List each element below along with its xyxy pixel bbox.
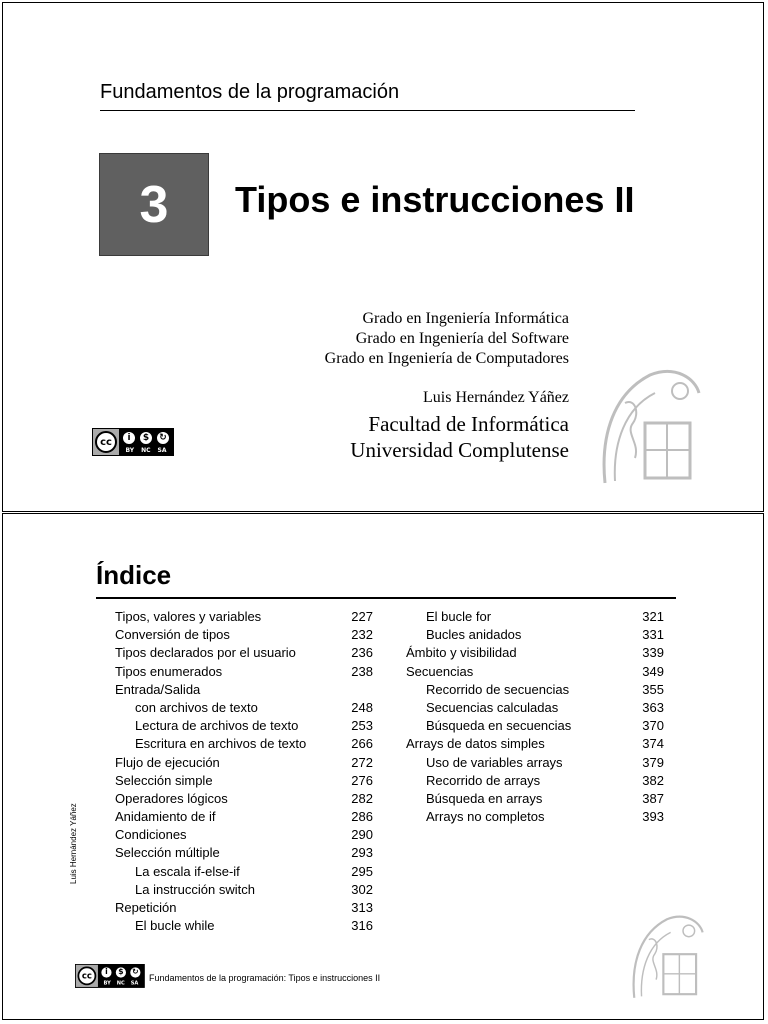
toc-entry — [115, 773, 373, 791]
chapter-number: 3 — [99, 153, 209, 256]
toc-entry — [115, 900, 373, 918]
toc-entry-page: 290 — [351, 827, 373, 843]
toc-entry-label: con archivos de texto — [135, 699, 258, 715]
toc-column-left — [115, 609, 373, 936]
toc-entry-page: 339 — [642, 645, 664, 661]
toc-entry — [406, 718, 664, 736]
toc-entry-label: Entrada/Salida — [115, 681, 201, 697]
license-term: NC — [141, 447, 151, 454]
toc-entry — [406, 736, 664, 754]
toc-entry-label: Búsqueda en arrays — [426, 790, 543, 806]
toc-entry — [406, 773, 664, 791]
toc-entry-page: 370 — [642, 718, 664, 734]
attribution-icon: i — [100, 966, 114, 980]
toc-entry — [406, 791, 664, 809]
toc-entry-page: 363 — [642, 699, 664, 715]
toc-entry-label: Arrays de datos simples — [406, 736, 545, 752]
degree-item: Grado en Ingeniería del Software — [355, 330, 569, 347]
index-slide — [2, 513, 764, 1020]
toc-entry-label: Escritura en archivos de texto — [135, 736, 307, 752]
footer-text: Fundamentos de la programación: Tipos e instrucciones II — [149, 973, 381, 983]
toc-entry-label: La escala if-else-if — [135, 863, 240, 879]
toc-entry-page: 266 — [351, 736, 373, 752]
toc-entry-label: Tipos, valores y variables — [115, 609, 262, 624]
university-seal-icon — [595, 363, 705, 488]
toc-entry — [406, 609, 664, 627]
toc-entry-page: 236 — [351, 645, 373, 661]
toc-entry-label: Búsqueda en secuencias — [426, 718, 572, 734]
toc-entry-page: 272 — [351, 754, 373, 770]
license-term: NC — [116, 980, 125, 987]
toc-entry — [115, 609, 373, 627]
toc-entry — [115, 882, 373, 900]
toc-entry-page: 355 — [642, 681, 664, 697]
toc-entry — [406, 664, 664, 682]
toc-entry — [115, 827, 373, 845]
course-name: Fundamentos de la programación — [100, 81, 400, 103]
index-heading: Índice — [96, 560, 172, 590]
toc-entry-label: Recorrido de arrays — [426, 772, 541, 788]
toc-entry — [406, 645, 664, 663]
toc-entry-label: Secuencias — [406, 663, 474, 679]
toc-entry — [406, 755, 664, 773]
toc-entry-page: 331 — [642, 627, 664, 643]
cc-logo-icon: cc — [78, 967, 97, 986]
toc-entry-label: Condiciones — [115, 827, 187, 843]
toc-entry-page: 238 — [351, 663, 373, 679]
university-name: Universidad Complutense — [350, 438, 569, 462]
toc-entry-page: 286 — [351, 809, 373, 825]
license-term: SA — [130, 980, 139, 987]
toc-entry-label: La instrucción switch — [135, 881, 255, 897]
toc-entry-label: Secuencias calculadas — [426, 699, 559, 715]
toc-entry-label: Arrays no completos — [426, 809, 545, 825]
toc-entry — [115, 809, 373, 827]
toc-entry-page: 374 — [642, 736, 664, 752]
toc-entry-page: 313 — [351, 900, 373, 915]
toc-entry-label: Recorrido de secuencias — [426, 681, 570, 697]
degree-list — [325, 309, 569, 369]
toc-entry-label: Flujo de ejecución — [115, 754, 220, 770]
side-author: Luis Hernández Yáñez — [69, 803, 78, 884]
toc-entry-page: 253 — [351, 718, 373, 734]
toc-entry-label: Selección simple — [115, 772, 213, 788]
toc-entry — [406, 809, 664, 827]
cc-license-badge — [92, 428, 174, 456]
toc-entry-page: 232 — [351, 627, 373, 643]
toc-entry-page: 382 — [642, 772, 664, 788]
noncommercial-icon: $ — [138, 430, 154, 446]
toc-entry-page: 282 — [351, 790, 373, 806]
slide-title: Tipos e instrucciones II — [235, 179, 635, 220]
toc-entry — [115, 918, 373, 936]
license-term: SA — [157, 447, 167, 454]
toc-entry-page: 276 — [351, 772, 373, 788]
institution — [350, 411, 569, 463]
index-rule — [96, 597, 676, 599]
toc-entry-label: Conversión de tipos — [115, 627, 230, 643]
toc-entry — [406, 627, 664, 645]
toc-entry-page: 321 — [642, 609, 664, 624]
noncommercial-icon: $ — [114, 966, 128, 980]
toc-entry-label: Tipos enumerados — [115, 663, 223, 679]
cc-license-badge-footer — [75, 964, 145, 988]
toc-entry-label: Lectura de archivos de texto — [135, 718, 299, 734]
toc-entry — [115, 682, 373, 700]
license-term: BY — [125, 447, 135, 454]
toc-entry-label: Selección múltiple — [115, 845, 220, 861]
university-seal-icon — [627, 910, 707, 1002]
toc-entry-page: 349 — [642, 663, 664, 679]
toc-entry-page: 302 — [351, 881, 373, 897]
toc-entry-page: 248 — [351, 699, 373, 715]
toc-entry — [115, 700, 373, 718]
toc-entry-page: 316 — [351, 918, 373, 934]
toc-entry-label: El bucle for — [426, 609, 492, 624]
sharealike-icon: ↻ — [129, 966, 143, 980]
toc-entry-label: El bucle while — [135, 918, 215, 934]
degree-item: Grado en Ingeniería de Computadores — [324, 350, 569, 367]
faculty-name: Facultad de Informática — [368, 412, 569, 436]
toc-entry-page: 293 — [351, 845, 373, 861]
toc-entry-page: 393 — [642, 809, 664, 825]
toc-entry — [115, 791, 373, 809]
toc-entry — [115, 736, 373, 754]
author-name: Luis Hernández Yáñez — [423, 389, 569, 406]
toc-entry — [115, 755, 373, 773]
course-rule — [100, 110, 635, 111]
toc-entry — [115, 864, 373, 882]
license-term: BY — [103, 980, 111, 987]
title-slide — [2, 2, 764, 512]
sharealike-icon: ↻ — [155, 430, 171, 446]
toc-entry-label: Anidamiento de if — [115, 809, 216, 825]
toc-column-right — [406, 609, 664, 827]
toc-entry — [115, 627, 373, 645]
toc-entry — [115, 645, 373, 663]
toc-entry-label: Ámbito y visibilidad — [406, 645, 517, 661]
toc-entry — [406, 682, 664, 700]
attribution-icon: i — [121, 430, 137, 446]
toc-entry-page: 379 — [642, 754, 664, 770]
toc-entry-label: Operadores lógicos — [115, 790, 228, 806]
toc-entry-page: 387 — [642, 790, 664, 806]
toc-entry — [115, 845, 373, 863]
toc-entry-label: Bucles anidados — [426, 627, 522, 643]
toc-entry — [115, 664, 373, 682]
toc-entry-label: Tipos declarados por el usuario — [115, 645, 296, 661]
toc-entry — [406, 700, 664, 718]
cc-logo-icon: cc — [95, 431, 117, 453]
degree-item: Grado en Ingeniería Informática — [362, 310, 569, 327]
toc-entry-label: Uso de variables arrays — [426, 754, 563, 770]
toc-entry — [115, 718, 373, 736]
toc-entry-label: Repetición — [115, 900, 177, 915]
toc-entry-page: 295 — [351, 863, 373, 879]
toc-entry-page: 227 — [351, 609, 373, 624]
